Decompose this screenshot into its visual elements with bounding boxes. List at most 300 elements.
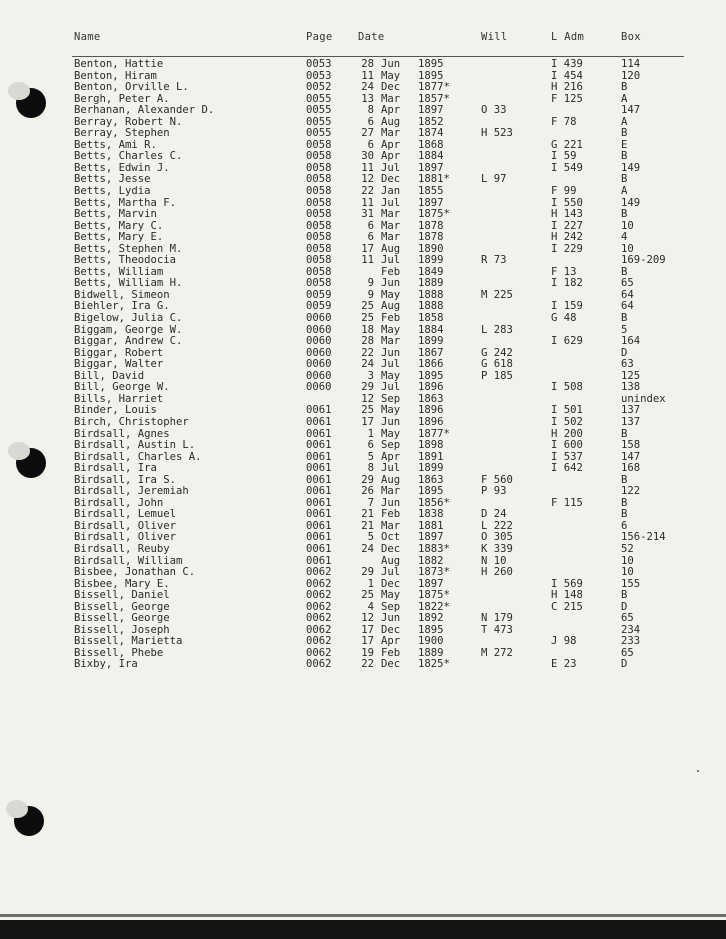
page-cell: 0060: [306, 335, 332, 348]
day-cell: 6: [367, 138, 374, 151]
page-cell: 0058: [306, 219, 332, 232]
name-cell: Biggar, Walter: [74, 358, 164, 371]
box-cell: 169-209: [621, 254, 666, 267]
day-cell: 29: [361, 473, 374, 486]
month-cell: Jul: [381, 161, 401, 174]
page-cell: 0062: [306, 658, 332, 671]
day-cell: 9: [367, 277, 374, 290]
day-cell: 11: [361, 161, 374, 174]
name-cell: Birdsall, Austin L.: [74, 439, 196, 452]
page-cell: 0061: [306, 531, 332, 544]
box-cell: 234: [621, 623, 641, 636]
month-cell: Jun: [381, 346, 401, 359]
page-cell: 0060: [306, 346, 332, 359]
day-cell: 31: [361, 208, 374, 221]
ladm-cell: I 550: [551, 196, 583, 209]
ladm-cell: F 78: [551, 115, 577, 128]
year-cell: 1895: [418, 369, 444, 382]
month-cell: Jul: [381, 358, 401, 371]
day-cell: 29: [361, 381, 374, 394]
day-cell: 6: [367, 115, 374, 128]
speck: [697, 770, 699, 772]
name-cell: Betts, Jesse: [74, 173, 151, 186]
box-cell: B: [621, 150, 628, 163]
name-cell: Biggam, George W.: [74, 323, 183, 336]
page-cell: 0058: [306, 254, 332, 267]
name-cell: Bisbee, Mary E.: [74, 577, 170, 590]
table-row: [0, 186, 726, 198]
box-cell: 156-214: [621, 531, 666, 544]
day-cell: 21: [361, 519, 374, 532]
ladm-cell: H 143: [551, 208, 583, 221]
month-cell: Jun: [381, 277, 401, 290]
day-cell: 1: [367, 577, 374, 590]
ladm-cell: I 501: [551, 404, 583, 417]
year-cell: 1895: [418, 485, 444, 498]
day-cell: 25: [361, 300, 374, 313]
month-cell: Sep: [381, 439, 401, 452]
month-cell: Jul: [381, 381, 401, 394]
ladm-cell: I 569: [551, 577, 583, 590]
day-cell: 29: [361, 566, 374, 579]
box-cell: 6: [621, 519, 628, 532]
year-cell: 1863: [418, 392, 444, 405]
name-cell: Betts, Martha F.: [74, 196, 177, 209]
box-cell: 147: [621, 104, 641, 117]
year-cell: 1892: [418, 612, 444, 625]
table-row: [0, 544, 726, 556]
day-cell: 1: [367, 427, 374, 440]
page-cell: 0058: [306, 150, 332, 163]
name-cell: Birdsall, John: [74, 496, 164, 509]
box-cell: B: [621, 173, 628, 186]
page-cell: 0058: [306, 161, 332, 174]
box-cell: 114: [621, 58, 641, 70]
box-cell: 10: [621, 219, 634, 232]
header-page: Page: [306, 31, 333, 43]
box-cell: 147: [621, 450, 641, 463]
box-cell: A: [621, 115, 628, 128]
year-cell: 1882: [418, 554, 444, 567]
ladm-cell: I 59: [551, 150, 577, 163]
year-cell: 1889: [418, 646, 444, 659]
ladm-cell: C 215: [551, 600, 583, 613]
page-cell: 0058: [306, 208, 332, 221]
name-cell: Biehler, Ira G.: [74, 300, 170, 313]
name-cell: Betts, Marvin: [74, 208, 157, 221]
name-cell: Berhanan, Alexander D.: [74, 104, 215, 117]
month-cell: Feb: [381, 646, 401, 659]
will-cell: D 24: [481, 508, 507, 521]
box-cell: 64: [621, 288, 634, 301]
scan-bottom-edge: [0, 920, 726, 939]
name-cell: Bixby, Ira: [74, 658, 138, 671]
page-cell: 0055: [306, 92, 332, 105]
month-cell: Jun: [381, 415, 401, 428]
year-cell: 1877*: [418, 427, 450, 440]
will-cell: N 179: [481, 612, 513, 625]
year-cell: 1897: [418, 531, 444, 544]
page-cell: 0058: [306, 277, 332, 290]
box-cell: 137: [621, 415, 641, 428]
page-cell: 0062: [306, 577, 332, 590]
page-cell: 0060: [306, 323, 332, 336]
name-cell: Birdsall, William: [74, 554, 183, 567]
ladm-cell: I 182: [551, 277, 583, 290]
year-cell: 1896: [418, 381, 444, 394]
box-cell: 4: [621, 231, 628, 244]
page-cell: 0060: [306, 312, 332, 325]
header-date: Date: [358, 31, 385, 43]
name-cell: Birdsall, Reuby: [74, 542, 170, 555]
page-cell: 0061: [306, 485, 332, 498]
page-cell: 0060: [306, 369, 332, 382]
name-cell: Bill, George W.: [74, 381, 170, 394]
month-cell: Sep: [381, 600, 401, 613]
ladm-cell: G 221: [551, 138, 583, 151]
day-cell: 7: [367, 496, 374, 509]
month-cell: Apr: [381, 104, 401, 117]
page-cell: 0060: [306, 381, 332, 394]
day-cell: 8: [367, 462, 374, 475]
year-cell: 1884: [418, 150, 444, 163]
day-cell: 9: [367, 288, 374, 301]
table-row: [0, 313, 726, 325]
month-cell: May: [381, 323, 401, 336]
year-cell: 1852: [418, 115, 444, 128]
page-cell: 0061: [306, 462, 332, 475]
year-cell: 1889: [418, 277, 444, 290]
month-cell: Jun: [381, 612, 401, 625]
box-cell: B: [621, 589, 628, 602]
name-cell: Biggar, Robert: [74, 346, 164, 359]
name-cell: Betts, Theodocia: [74, 254, 177, 267]
month-cell: Mar: [381, 335, 401, 348]
year-cell: 1825*: [418, 658, 450, 671]
day-cell: 24: [361, 542, 374, 555]
day-cell: 12: [361, 612, 374, 625]
name-cell: Berray, Robert N.: [74, 115, 183, 128]
day-cell: 25: [361, 404, 374, 417]
name-cell: Betts, Stephen M.: [74, 242, 183, 255]
year-cell: 1881*: [418, 173, 450, 186]
year-cell: 1896: [418, 404, 444, 417]
month-cell: Oct: [381, 531, 401, 544]
box-cell: 155: [621, 577, 641, 590]
day-cell: 6: [367, 219, 374, 232]
month-cell: May: [381, 589, 401, 602]
year-cell: 1897: [418, 196, 444, 209]
month-cell: Dec: [381, 173, 401, 186]
page-cell: 0061: [306, 404, 332, 417]
year-cell: 1856*: [418, 496, 450, 509]
year-cell: 1891: [418, 450, 444, 463]
ladm-cell: H 148: [551, 589, 583, 602]
ladm-cell: I 508: [551, 381, 583, 394]
month-cell: Mar: [381, 208, 401, 221]
name-cell: Bissell, Joseph: [74, 623, 170, 636]
table-row: [0, 417, 726, 429]
year-cell: 1877*: [418, 81, 450, 94]
ladm-cell: H 242: [551, 231, 583, 244]
name-cell: Bisbee, Jonathan C.: [74, 566, 196, 579]
table-row: [0, 59, 726, 71]
ladm-cell: I 502: [551, 415, 583, 428]
day-cell: 26: [361, 485, 374, 498]
box-cell: B: [621, 427, 628, 440]
header-rule: [72, 56, 684, 57]
will-cell: G 242: [481, 346, 513, 359]
will-cell: R 73: [481, 254, 507, 267]
day-cell: 17: [361, 623, 374, 636]
month-cell: Jan: [381, 185, 401, 198]
ladm-cell: I 229: [551, 242, 583, 255]
year-cell: 1863: [418, 473, 444, 486]
month-cell: Mar: [381, 519, 401, 532]
box-cell: 158: [621, 439, 641, 452]
table-row: [0, 336, 726, 348]
month-cell: Sep: [381, 392, 401, 405]
box-cell: 65: [621, 612, 634, 625]
will-cell: L 283: [481, 323, 513, 336]
box-cell: 52: [621, 542, 634, 555]
will-cell: P 185: [481, 369, 513, 382]
year-cell: 1897: [418, 104, 444, 117]
box-cell: 137: [621, 404, 641, 417]
box-cell: B: [621, 265, 628, 278]
year-cell: 1888: [418, 300, 444, 313]
day-cell: 17: [361, 635, 374, 648]
month-cell: Apr: [381, 138, 401, 151]
box-cell: 10: [621, 554, 634, 567]
page-cell: 0062: [306, 646, 332, 659]
name-cell: Bissell, Marietta: [74, 635, 183, 648]
month-cell: Aug: [381, 300, 401, 313]
box-cell: 63: [621, 358, 634, 371]
year-cell: 1866: [418, 358, 444, 371]
year-cell: 1868: [418, 138, 444, 151]
page-cell: 0062: [306, 589, 332, 602]
will-cell: T 473: [481, 623, 513, 636]
box-cell: E: [621, 138, 628, 151]
month-cell: Jun: [381, 496, 401, 509]
box-cell: B: [621, 127, 628, 140]
day-cell: 4: [367, 600, 374, 613]
day-cell: 6: [367, 231, 374, 244]
month-cell: Dec: [381, 542, 401, 555]
name-cell: Binder, Louis: [74, 404, 157, 417]
day-cell: 17: [361, 242, 374, 255]
page-cell: 0060: [306, 358, 332, 371]
ladm-cell: I 439: [551, 58, 583, 70]
year-cell: 1884: [418, 323, 444, 336]
day-cell: 12: [361, 173, 374, 186]
month-cell: May: [381, 369, 401, 382]
ladm-cell: I 629: [551, 335, 583, 348]
year-cell: 1890: [418, 242, 444, 255]
month-cell: May: [381, 427, 401, 440]
punch-hole-bottom: [14, 806, 44, 836]
page-cell: 0061: [306, 542, 332, 555]
year-cell: 1900: [418, 635, 444, 648]
name-cell: Benton, Hattie: [74, 58, 164, 70]
box-cell: B: [621, 508, 628, 521]
ladm-cell: H 216: [551, 81, 583, 94]
day-cell: 6: [367, 439, 374, 452]
box-cell: 10: [621, 566, 634, 579]
ladm-cell: H 200: [551, 427, 583, 440]
month-cell: Feb: [381, 312, 401, 325]
day-cell: 28: [361, 335, 374, 348]
day-cell: 30: [361, 150, 374, 163]
day-cell: 13: [361, 92, 374, 105]
page-cell: 0061: [306, 473, 332, 486]
month-cell: Aug: [381, 115, 401, 128]
month-cell: Jul: [381, 254, 401, 267]
page-cell: 0062: [306, 600, 332, 613]
name-cell: Birdsall, Lemuel: [74, 508, 177, 521]
will-cell: N 10: [481, 554, 507, 567]
ladm-cell: J 98: [551, 635, 577, 648]
page-cell: 0055: [306, 115, 332, 128]
ladm-cell: I 642: [551, 462, 583, 475]
month-cell: May: [381, 69, 401, 82]
will-cell: H 523: [481, 127, 513, 140]
page-cell: 0061: [306, 415, 332, 428]
will-cell: M 272: [481, 646, 513, 659]
year-cell: 1875*: [418, 589, 450, 602]
name-cell: Betts, William: [74, 265, 164, 278]
table-row: [0, 209, 726, 221]
day-cell: 21: [361, 508, 374, 521]
month-cell: Mar: [381, 92, 401, 105]
name-cell: Birdsall, Ira S.: [74, 473, 177, 486]
day-cell: 28: [361, 58, 374, 70]
page-cell: 0061: [306, 439, 332, 452]
year-cell: 1896: [418, 415, 444, 428]
year-cell: 1849: [418, 265, 444, 278]
ladm-cell: I 227: [551, 219, 583, 232]
name-cell: Betts, Mary E.: [74, 231, 164, 244]
header-box: Box: [621, 31, 641, 43]
page-cell: 0059: [306, 300, 332, 313]
year-cell: 1898: [418, 439, 444, 452]
page-cell: 0052: [306, 81, 332, 94]
page-cell: 0053: [306, 69, 332, 82]
name-cell: Birdsall, Ira: [74, 462, 157, 475]
page-cell: 0058: [306, 173, 332, 186]
year-cell: 1899: [418, 462, 444, 475]
day-cell: 22: [361, 346, 374, 359]
box-cell: 149: [621, 196, 641, 209]
month-cell: Aug: [381, 554, 401, 567]
month-cell: Jun: [381, 58, 401, 70]
header-name: Name: [74, 31, 101, 43]
month-cell: Feb: [381, 508, 401, 521]
month-cell: Apr: [381, 450, 401, 463]
box-cell: 5: [621, 323, 628, 336]
will-cell: H 260: [481, 566, 513, 579]
name-cell: Birdsall, Jeremiah: [74, 485, 189, 498]
day-cell: 19: [361, 646, 374, 659]
name-cell: Bill, David: [74, 369, 145, 382]
will-cell: G 618: [481, 358, 513, 371]
box-cell: 164: [621, 335, 641, 348]
name-cell: Birdsall, Oliver: [74, 519, 177, 532]
page-cell: 0058: [306, 138, 332, 151]
month-cell: Jul: [381, 566, 401, 579]
page-cell: 0059: [306, 288, 332, 301]
month-cell: May: [381, 288, 401, 301]
box-cell: B: [621, 208, 628, 221]
name-cell: Betts, Lydia: [74, 185, 151, 198]
month-cell: Jul: [381, 462, 401, 475]
name-cell: Betts, Ami R.: [74, 138, 157, 151]
month-cell: Jul: [381, 196, 401, 209]
day-cell: 5: [367, 531, 374, 544]
day-cell: 12: [361, 392, 374, 405]
day-cell: 11: [361, 254, 374, 267]
year-cell: 1899: [418, 335, 444, 348]
name-cell: Bissell, Phebe: [74, 646, 164, 659]
year-cell: 1858: [418, 312, 444, 325]
box-cell: 122: [621, 485, 641, 498]
page-cell: 0061: [306, 450, 332, 463]
page-cell: 0061: [306, 427, 332, 440]
ladm-cell: G 48: [551, 312, 577, 325]
day-cell: 18: [361, 323, 374, 336]
month-cell: Feb: [381, 265, 401, 278]
day-cell: 24: [361, 358, 374, 371]
day-cell: 11: [361, 196, 374, 209]
page-cell: 0058: [306, 185, 332, 198]
will-cell: K 339: [481, 542, 513, 555]
table-row: [0, 567, 726, 579]
name-cell: Biggar, Andrew C.: [74, 335, 183, 348]
year-cell: 1857*: [418, 92, 450, 105]
page-cell: 0062: [306, 635, 332, 648]
box-cell: D: [621, 600, 628, 613]
ladm-cell: I 454: [551, 69, 583, 82]
year-cell: 1881: [418, 519, 444, 532]
month-cell: Dec: [381, 658, 401, 671]
year-cell: 1899: [418, 254, 444, 267]
year-cell: 1883*: [418, 542, 450, 555]
name-cell: Bissell, Daniel: [74, 589, 170, 602]
page-cell: 0062: [306, 612, 332, 625]
name-cell: Bidwell, Simeon: [74, 288, 170, 301]
month-cell: Apr: [381, 635, 401, 648]
box-cell: B: [621, 81, 628, 94]
page-cell: 0058: [306, 265, 332, 278]
name-cell: Betts, Charles C.: [74, 150, 183, 163]
page-cell: 0061: [306, 508, 332, 521]
year-cell: 1897: [418, 161, 444, 174]
page-cell: 0061: [306, 496, 332, 509]
name-cell: Birdsall, Agnes: [74, 427, 170, 440]
table-row: [0, 590, 726, 602]
name-cell: Benton, Orville L.: [74, 81, 189, 94]
page-cell: 0062: [306, 623, 332, 636]
ladm-cell: F 13: [551, 265, 577, 278]
month-cell: Mar: [381, 485, 401, 498]
name-cell: Birdsall, Oliver: [74, 531, 177, 544]
box-cell: 125: [621, 369, 641, 382]
box-cell: 10: [621, 242, 634, 255]
day-cell: 3: [367, 369, 374, 382]
box-cell: D: [621, 658, 628, 671]
header-ladm: L Adm: [551, 31, 585, 43]
